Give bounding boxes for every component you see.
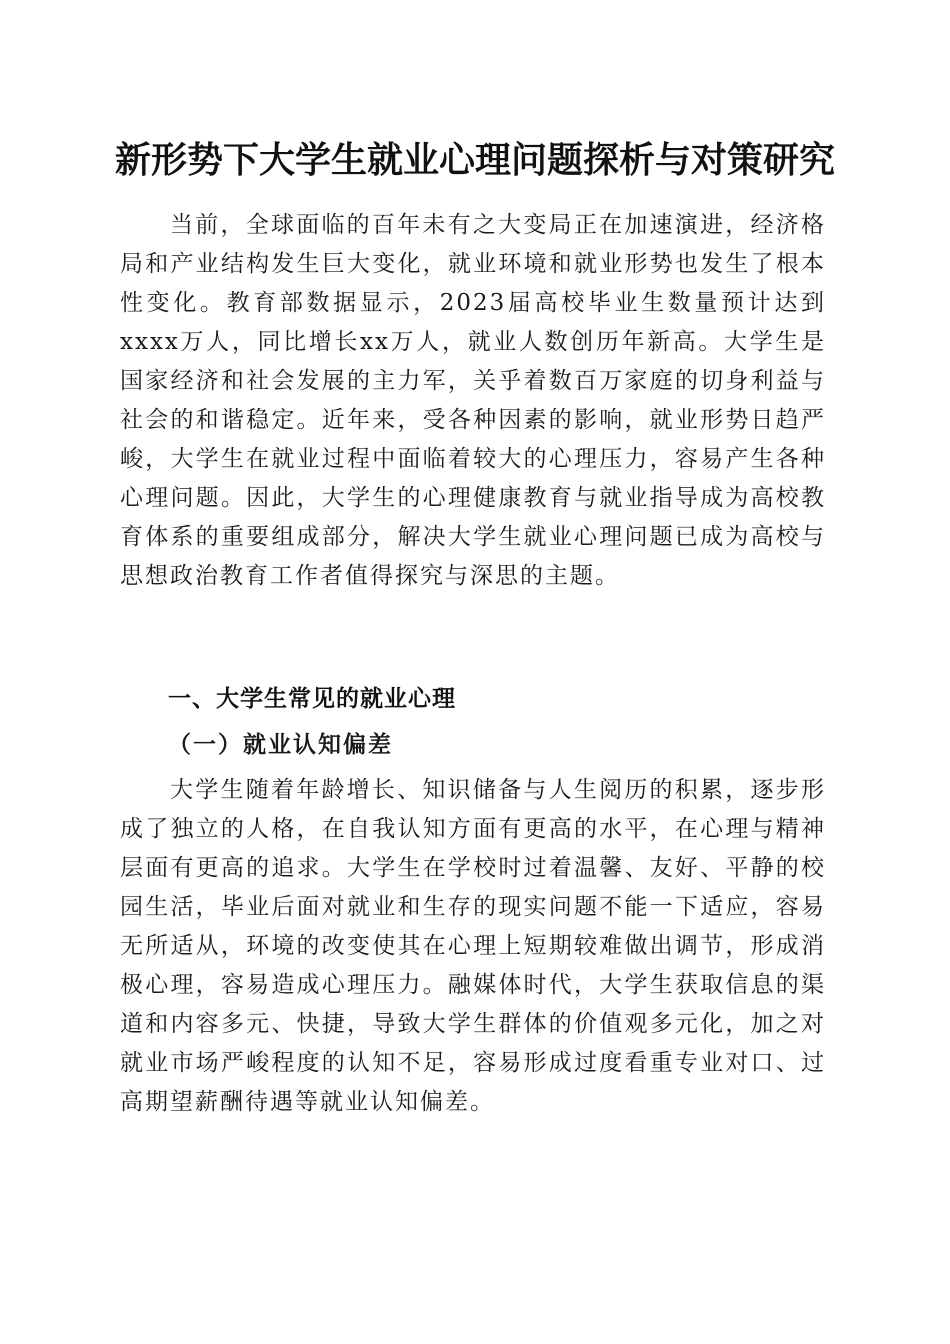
subsection-1-paragraph: 大学生随着年龄增长、知识储备与人生阅历的积累，逐步形成了独立的人格，在自我认知方面有更高的水平，在心理与精神层面有更高的追求。大学生在学校时过着温馨、友好、平静的校园生活，毕业后面对就业和生存的现实问题不能一下适应，容易无所适从，环境的改变使其在心理上短期较难做出调节，形成消极心理，容易造成心理压力。融媒体时代，大学生获取信息的渠道和内容多元、快捷，导致大学生群体的价值观多元化，加之对就业市场严峻程度的认知不足，容易形成过度看重专业对口、过高期望薪酬待遇等就业认知偏差。: [120, 777, 826, 1115]
subsection-heading-1: （一）就业认知偏差: [168, 731, 393, 758]
section-heading-1: 一、大学生常见的就业心理: [168, 686, 456, 712]
document-title: 新形势下大学生就业心理问题探析与对策研究: [114, 139, 835, 181]
intro-paragraph: 当前，全球面临的百年未有之大变局正在加速演进，经济格局和产业结构发生巨大变化，就业环境和就业形势也发生了根本性变化。教育部数据显示，2023届高校毕业生数量预计达到xxxx万人，同比增长xx万人，就业人数创历年新高。大学生是国家经济和社会发展的主力军，关乎着数百万家庭的切身利益与社会的和谐稳定。近年来，受各种因素的影响，就业形势日趋严峻，大学生在就业过程中面临着较大的心理压力，容易产生各种心理问题。因此，大学生的心理健康教育与就业指导成为高校教育体系的重要组成部分，解决大学生就业心理问题已成为高校与思想政治教育工作者值得探究与深思的主题。: [120, 212, 826, 589]
